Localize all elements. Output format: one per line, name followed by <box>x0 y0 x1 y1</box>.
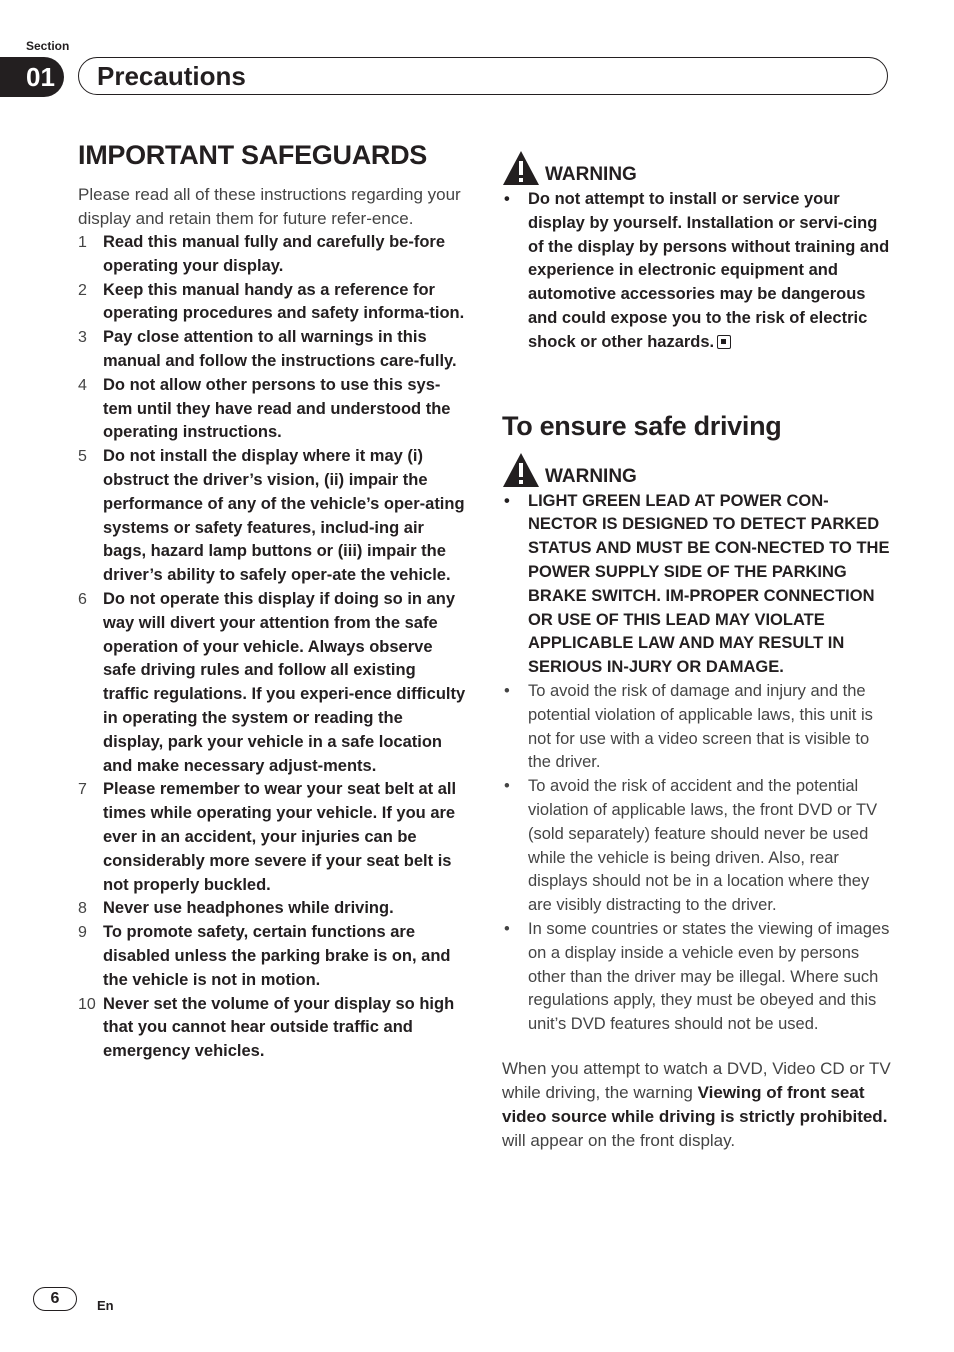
list-item: • To avoid the risk of accident and the potential violation of applicable laws, the front DVD or TV (sold separately) feature should never be used while the vehicle is being driven. Also, rear displays should not be in a location where they are visibly distracting to the driver. <box>504 777 878 915</box>
important-safeguards-heading: IMPORTANT SAFEGUARDS <box>78 140 427 170</box>
closing-paragraph: When you attempt to watch a DVD, Video CD or TV while driving, the warning Viewing of front seat video source while driving is strictly prohibited. will appear on the front display. <box>502 1058 891 1150</box>
list-item: 6 Do not operate this display if doing so in any way will divert your attention from the safe operation of your vehicle. Always observe safe driving rules and follow all existing traffic regulations. If you experi-ence difficulty in operating the system or reading the display, park your vehicle in a safe location and make necessary adjust-ments. <box>78 589 466 775</box>
list-item: 1 Read this manual fully and carefully be-fore operating your display. <box>78 233 445 275</box>
section-number-badge: 01 <box>0 57 64 97</box>
intro-paragraph: Please read all of these instructions regarding your display and retain them for future refer-ence. <box>78 185 461 228</box>
list-item: • LIGHT GREEN LEAD AT POWER CON-NECTOR IS DESIGNED TO DETECT PARKED STATUS AND MUST BE CON-NECTED TO THE POWER SUPPLY SIDE OF THE PARKING BRAKE SWITCH. IM-PROPER CONNECTION OR USE OF THIS LEAD MAY VIOLATE APPLICABLE LAW AND MAY RESULT IN SERIOUS IN-JURY OR DAMAGE. <box>504 491 890 677</box>
end-of-section-icon <box>717 335 731 349</box>
section-label: Section <box>26 39 70 53</box>
safeguards-list <box>78 231 466 1064</box>
list-item: • In some countries or states the viewing of images on a display inside a vehicle even by persons other than the driver may be illegal. Where such regulations apply, they must be obeyed and this unit’s DVD features should not be used. <box>504 919 890 1034</box>
warning-label: WARNING <box>545 164 637 185</box>
warning-list <box>502 188 894 355</box>
list-item: 10 Never set the volume of your display so high that you cannot hear outside traffic and emergency vehicles. <box>78 994 455 1061</box>
language-label: En <box>97 1298 114 1313</box>
list-item: 7 Please remember to wear your seat belt at all times while operating your vehicle. If you are ever in an accident, your injuries can be considerably more severe if your seat belt is not properly buckled. <box>78 780 457 894</box>
warning-label: WARNING <box>545 465 637 487</box>
warning-triangle-icon <box>502 150 540 186</box>
safe-driving-list <box>502 490 894 1037</box>
list-item: • Do not attempt to install or service your display by yourself. Installation or servi-cing of the display by persons without training and experience in electronic equipment and automotive accessories may be dangerous and could expose you to the risk of electric shock or other hazards. <box>504 190 890 351</box>
right-column <box>502 148 894 1153</box>
warning-header <box>502 148 894 186</box>
list-item: 3 Pay close attention to all warnings in this manual and follow the instructions care-fully. <box>78 328 457 370</box>
page-number: 6 <box>33 1287 77 1311</box>
list-item: 8 Never use headphones while driving. <box>78 899 394 918</box>
warning-header <box>502 450 894 488</box>
left-column <box>78 140 466 1064</box>
section-header-bar <box>78 57 888 95</box>
list-item: • To avoid the risk of damage and injury and the potential violation of applicable laws, this unit is not for use with a video screen that is visible to the driver. <box>504 681 873 772</box>
section-title: Precautions <box>97 61 246 91</box>
list-item: 5 Do not install the display where it may (i) obstruct the driver’s vision, (ii) impair the performance of any of the vehicle’s oper-ating systems or safety features, includ-ing air bags, hazard lamp buttons or (iii) impair the driver’s ability to safely oper-ate the vehicle. <box>78 447 465 585</box>
list-item: 4 Do not allow other persons to use this sys-tem until they have read and understood the operating instructions. <box>78 375 451 442</box>
safe-driving-heading: To ensure safe driving <box>502 410 782 441</box>
list-item: 2 Keep this manual handy as a reference for operating procedures and safety informa-tion. <box>78 280 465 323</box>
warning-triangle-icon <box>502 452 540 488</box>
list-item: 9 To promote safety, certain functions are disabled unless the parking brake is on, and the vehicle is not in motion. <box>78 923 451 989</box>
